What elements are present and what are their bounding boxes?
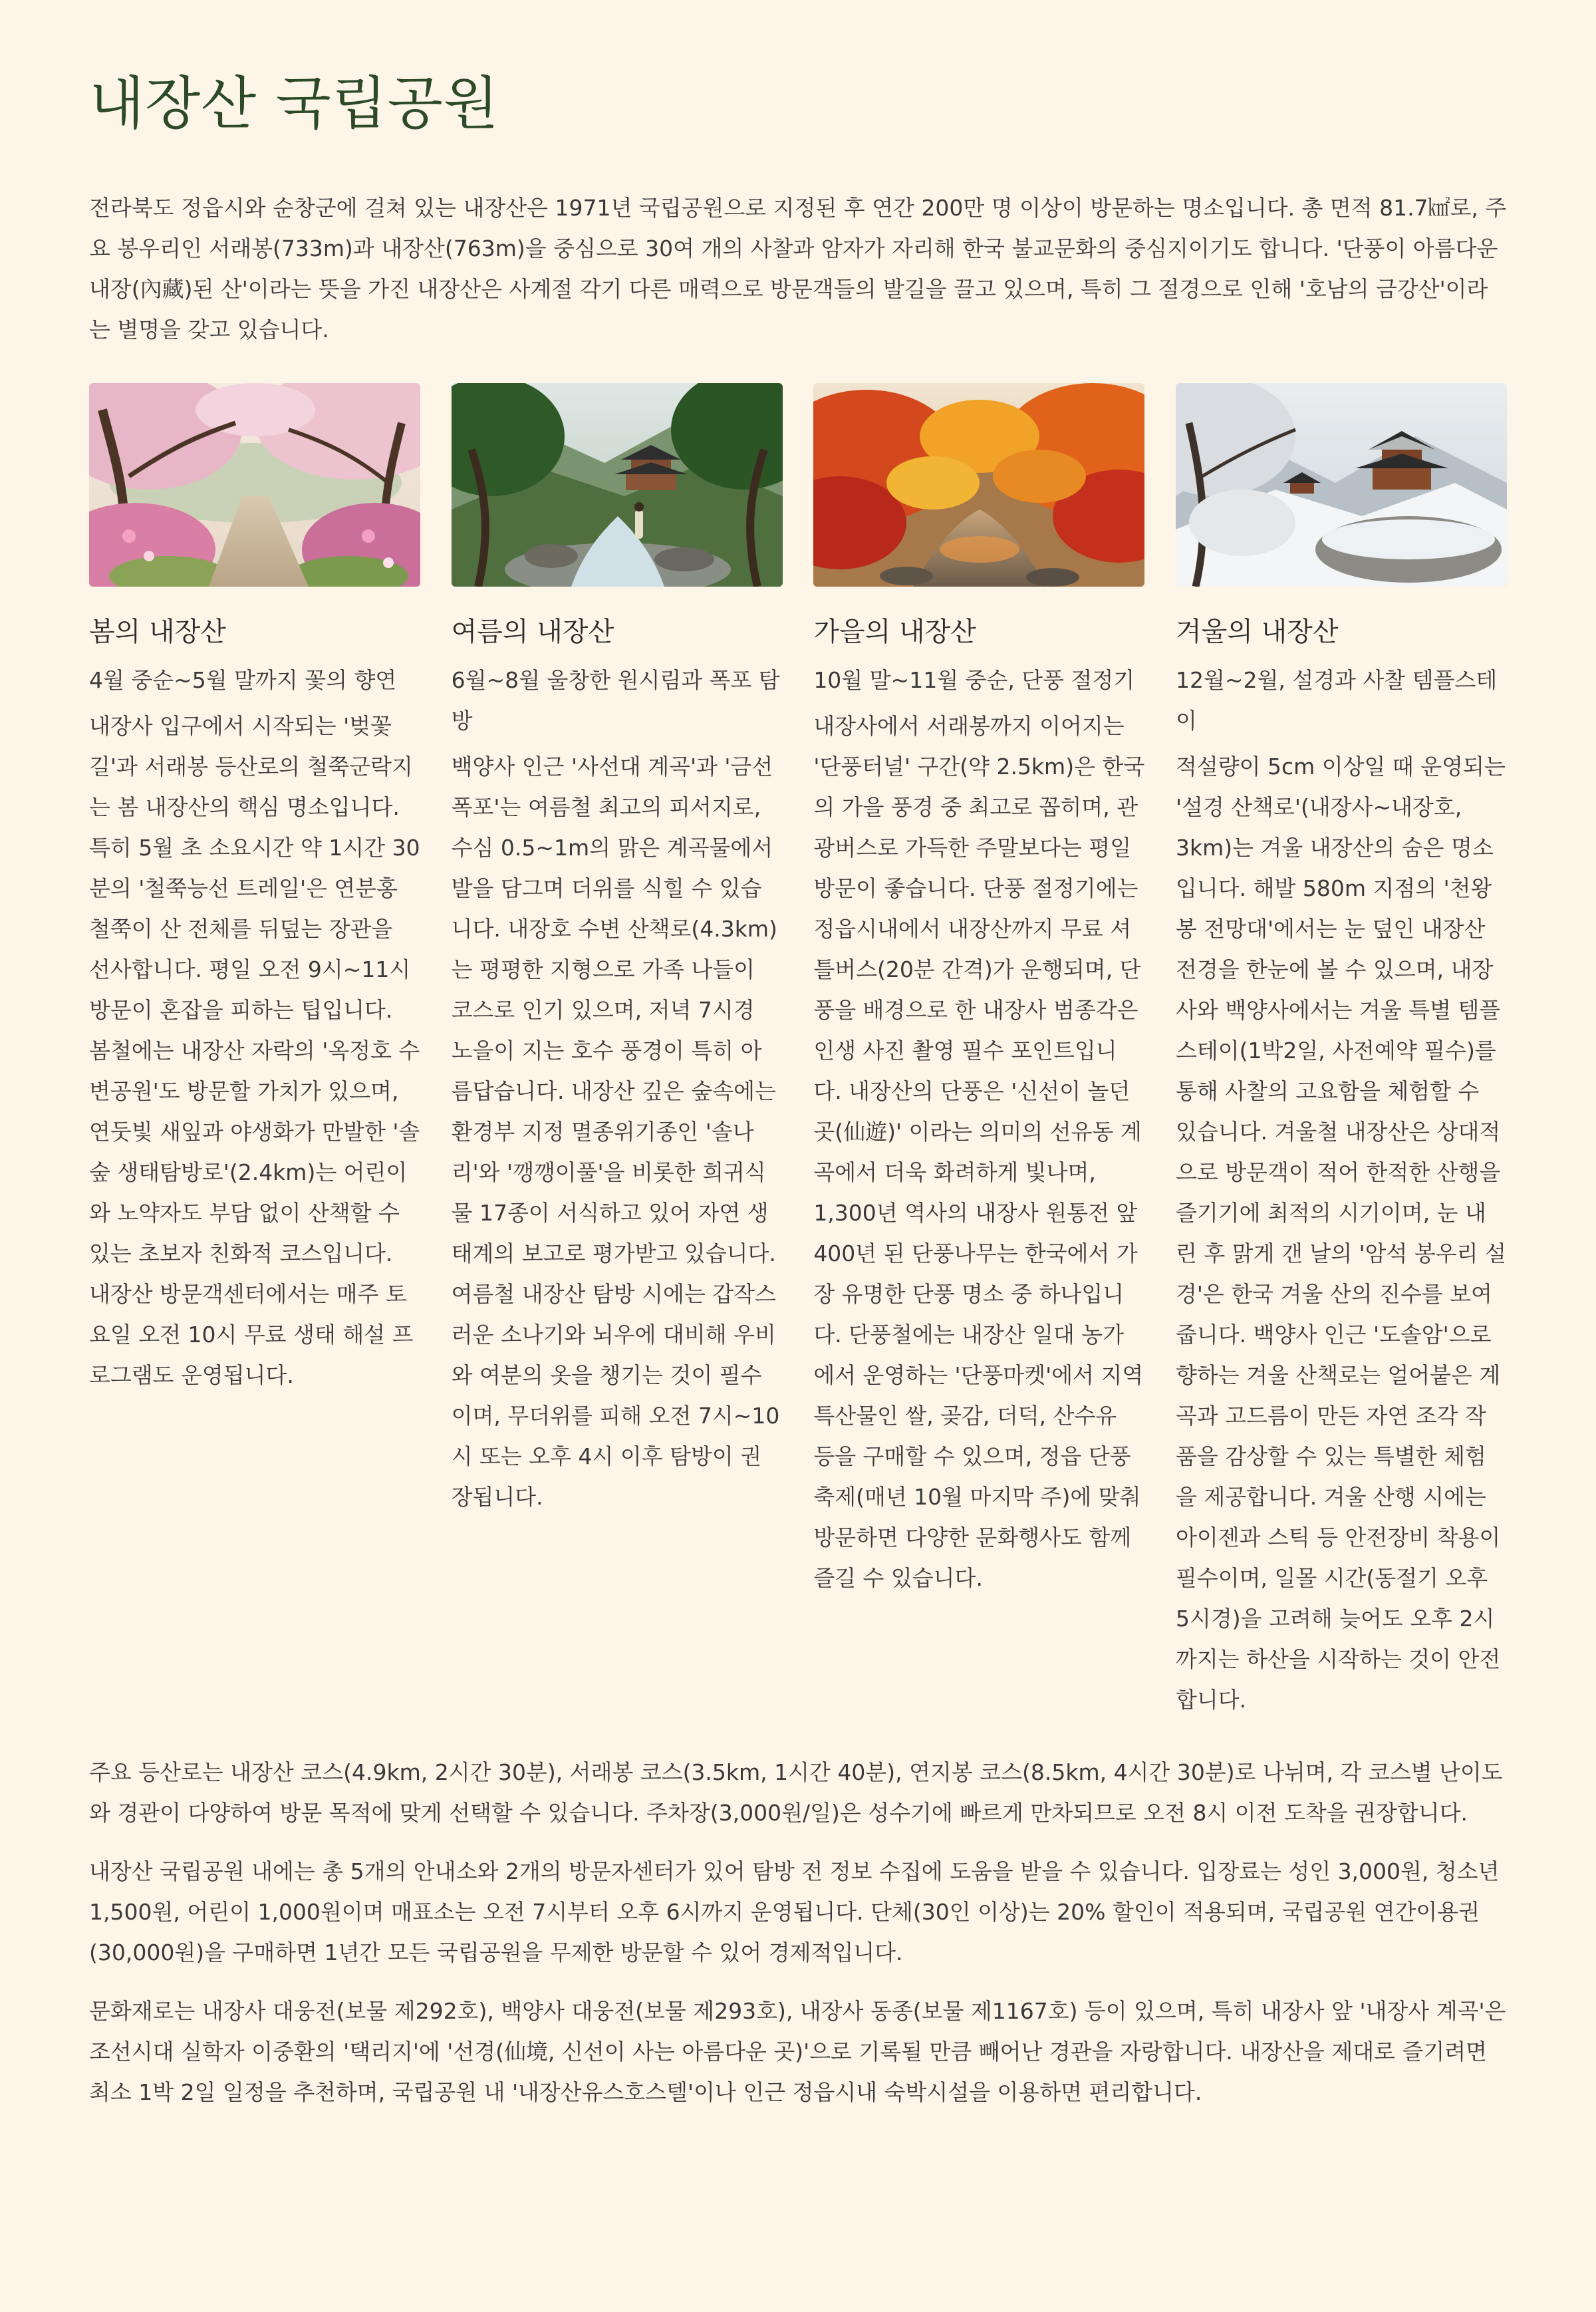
autumn-maple-stream-image xyxy=(813,383,1144,587)
season-heading: 봄의 내장산 xyxy=(89,617,226,647)
season-period: 10월 말~11월 중순, 단풍 절정기 xyxy=(813,667,1135,693)
season-card-winter xyxy=(1176,383,1507,1720)
season-heading: 가을의 내장산 xyxy=(813,617,976,647)
season-heading: 겨울의 내장산 xyxy=(1175,617,1339,647)
season-body: 적설량이 5cm 이상일 때 운영되는 '설경 산책로'(내장사~내장호, 3km)는 겨울 내장산의 숨은 명소입니다. 해발 580m 지점의 '천왕봉 전망대'에서는 눈 덮인 내장산 전경을 한눈에 볼 수 있으며, 내장사와 백양사에서는 겨울 특별 템플스테이(1박2일, 사전예약 필수)를 통해 사찰의 고요함을 체험할 수 있습니다. 겨울철 내장산은 상대적으로 방문객이 적어 한적한 산행을 즐기기에 최적의 시기이며, 눈 내린 후 맑게 갠 날의 '암석 봉우리 설경'은 한국 겨울 산의 진수를 보여줍니다. 백양사 인근 '도솔암'으로 향하는 겨울 산책로는 얼어붙은 계곡과 고드름이 만든 자연 조각 작품을 감상할 수 있는 특별한 체험을 제공합니다. 겨울 산행 시에는 아이젠과 스틱 등 안전장비 착용이 필수이며, 일몰 시간(동절기 오후 5시경)을 고려해 늦어도 오후 2시까지는 하산을 시작하는 것이 안전합니다. xyxy=(1175,754,1506,1713)
page-title: 내장산 국립공원 xyxy=(89,71,499,137)
season-card-summer xyxy=(452,383,783,1720)
winter-snow-temple-image xyxy=(1176,383,1507,587)
season-body: 내장사에서 서래봉까지 이어지는 '단풍터널' 구간(약 2.5km)은 한국의 가을 풍경 중 최고로 꼽히며, 관광버스로 가득한 주말보다는 평일 방문이 좋습니다. 단풍 절정기에는 정읍시내에서 내장산까지 무료 셔틀버스(20분 간격)가 운행되며, 단풍을 배경으로 한 내장사 범종각은 인생 사진 촬영 필수 포인트입니다. 내장산의 단풍은 '신선이 놀던 곳(仙遊)' 이라는 의미의 선유동 계곡에서 더욱 화려하게 빛나며, 1,300년 역사의 내장사 원통전 앞 400년 된 단풍나무는 한국에서 가장 유명한 단풍 명소 중 하나입니다. 단풍철에는 내장산 일대 농가에서 운영하는 '단풍마켓'에서 지역 특산물인 쌀, 곶감, 더덕, 산수유 등을 구매할 수 있으며, 정읍 단풍 축제(매년 10월 마지막 주)에 맞춰 방문하면 다양한 문화행사도 함께 즐길 수 있습니다. xyxy=(813,713,1145,1591)
season-heading: 여름의 내장산 xyxy=(451,617,614,647)
season-body: 내장사 입구에서 시작되는 '벚꽃길'과 서래봉 등산로의 철쭉군락지는 봄 내장산의 핵심 명소입니다. 특히 5월 초 소요시간 약 1시간 30분의 '철쭉능선 트레일'은 연분홍 철쭉이 산 전체를 뒤덮는 장관을 선사합니다. 평일 오전 9시~11시 방문이 혼잡을 피하는 팁입니다. 봄철에는 내장산 자락의 '옥정호 수변공원'도 방문할 가치가 있으며, 연둣빛 새잎과 야생화가 만발한 '솔숲 생태탐방로'(2.4km)는 어린이와 노약자도 부담 없이 산책할 수 있는 초보자 친화적 코스입니다. 내장산 방문객센터에서는 매주 토요일 오전 10시 무료 생태 해설 프로그램도 운영됩니다. xyxy=(89,713,420,1388)
season-period: 12월~2월, 설경과 사찰 템플스테이 xyxy=(1175,667,1498,734)
spring-cherry-blossom-path-image xyxy=(89,383,420,587)
season-period: 6월~8월 울창한 원시림과 폭포 탐방 xyxy=(451,667,780,734)
summer-valley-temple-image xyxy=(452,383,783,587)
intro-paragraph: 전라북도 정읍시와 순창군에 걸쳐 있는 내장산은 1971년 국립공원으로 지정된 후 연간 200만 명 이상이 방문하는 명소입니다. 총 면적 81.7㎢로, 주요 봉우리인 서래봉(733m)과 내장산(763m)을 중심으로 30여 개의 사찰과 암자가 자리해 한국 불교문화의 중심지이기도 합니다. '단풍이 아름다운 내장(內藏)된 산'이라는 뜻을 가진 내장산은 사계절 각기 다른 매력으로 방문객들의 발길을 끌고 있으며, 특히 그 절경으로 인해 '호남의 금강산'이라는 별명을 갖고 있습니다. xyxy=(89,195,1507,343)
facilities-paragraph: 내장산 국립공원 내에는 총 5개의 안내소와 2개의 방문자센터가 있어 탐방 전 정보 수집에 도움을 받을 수 있습니다. 입장료는 성인 3,000원, 청소년 1,500원, 어린이 1,000원이며 매표소는 오전 7시부터 오후 6시까지 운영됩니다. 단체(30인 이상)는 20% 할인이 적용되며, 국립공원 연간이용권(30,000원)을 구매하면 1년간 모든 국립공원을 무제한 방문할 수 있어 경제적입니다. xyxy=(89,1858,1500,1965)
trails-paragraph: 주요 등산로는 내장산 코스(4.9km, 2시간 30분), 서래봉 코스(3.5km, 1시간 40분), 연지봉 코스(8.5km, 4시간 30분)로 나뉘며, 각 코스별 난이도와 경관이 다양하여 방문 목적에 맞게 선택할 수 있습니다. 주차장(3,000원/일)은 성수기에 빠르게 만차되므로 오전 8시 이전 도착을 권장합니다. xyxy=(89,1759,1503,1826)
season-body: 백양사 인근 '사선대 계곡'과 '금선폭포'는 여름철 최고의 피서지로, 수심 0.5~1m의 맑은 계곡물에서 발을 담그며 더위를 식힐 수 있습니다. 내장호 수변 산책로(4.3km)는 평평한 지형으로 가족 나들이 코스로 인기 있으며, 저녁 7시경 노을이 지는 호수 풍경이 특히 아름답습니다. 내장산 깊은 숲속에는 환경부 지정 멸종위기종인 '솔나리'와 '깽깽이풀'을 비롯한 희귀식물 17종이 서식하고 있어 자연 생태계의 보고로 평가받고 있습니다. 여름철 내장산 탐방 시에는 갑작스러운 소나기와 뇌우에 대비해 우비와 여분의 옷을 챙기는 것이 필수이며, 무더위를 피해 오전 7시~10시 또는 오후 4시 이후 탐방이 권장됩니다. xyxy=(451,754,780,1510)
season-card-spring xyxy=(89,383,420,1720)
heritage-paragraph: 문화재로는 내장사 대웅전(보물 제292호), 백양사 대웅전(보물 제293호), 내장사 동종(보물 제1167호) 등이 있으며, 특히 내장사 앞 '내장사 계곡'은 조선시대 실학자 이중환의 '택리지'에 '선경(仙境, 신선이 사는 아름다운 곳)'으로 기록될 만큼 빼어난 경관을 자랑합니다. 내장산을 제대로 즐기려면 최소 1박 2일 일정을 추천하며, 국립공원 내 '내장산유스호스텔'이나 인근 정읍시내 숙박시설을 이용하면 편리합니다. xyxy=(89,1998,1506,2105)
seasons-grid xyxy=(89,383,1507,1720)
season-card-autumn xyxy=(813,383,1144,1720)
season-period: 4월 중순~5월 말까지 꽃의 향연 xyxy=(89,667,397,693)
